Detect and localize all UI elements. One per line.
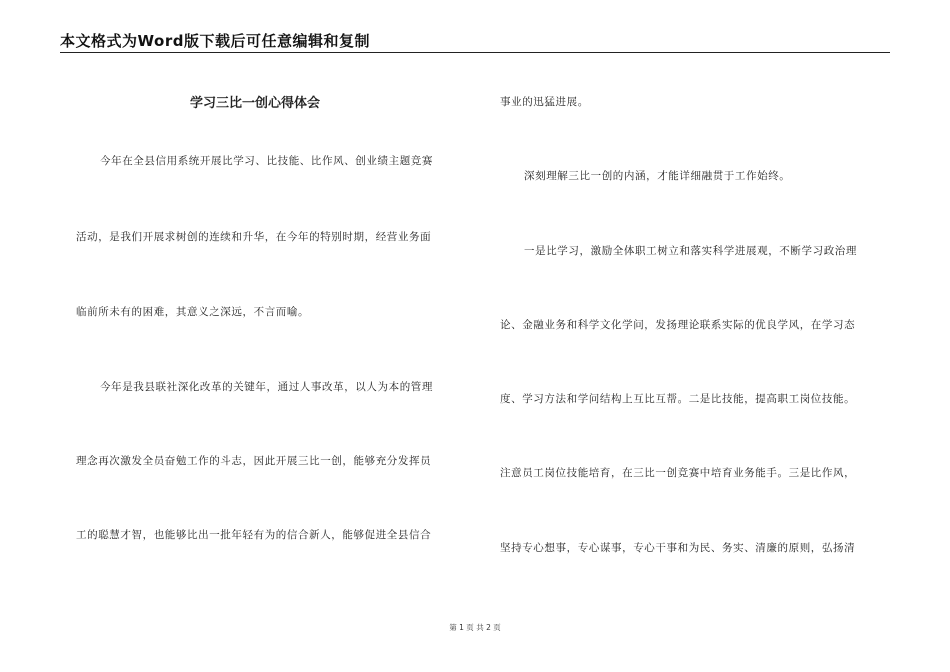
right-paragraph-line: 论、金融业务和科学文化学问，发扬理论联系实际的优良学风，在学习态 — [500, 319, 856, 331]
right-paragraph-line: 注意员工岗位技能培育，在三比一创竞赛中培育业务能手。三是比作风， — [500, 467, 856, 479]
right-paragraph-line: 度、学习方法和学问结构上互比互帮。二是比技能，提高职工岗位技能。 — [500, 393, 856, 405]
document-title: 学习三比一创心得体会 — [190, 96, 321, 111]
left-paragraph-line: 今年是我县联社深化改革的关键年，通过人事改革，以人为本的管理 — [100, 381, 433, 393]
right-paragraph-line: 深刻理解三比一创的内涵，才能详细融贯于工作始终。 — [524, 170, 791, 182]
left-paragraph-line: 理念再次激发全员奋勉工作的斗志，因此开展三比一创，能够充分发挥员 — [76, 455, 432, 467]
right-paragraph-line: 坚持专心想事，专心谋事，专心干事和为民、务实、清廉的原则，弘扬清 — [500, 542, 856, 554]
header-divider — [60, 52, 890, 53]
left-paragraph-line: 今年在全县信用系统开展比学习、比技能、比作风、创业绩主题竞赛 — [100, 155, 433, 167]
right-paragraph-line: 一是比学习，激励全体职工树立和落实科学进展观，不断学习政治理 — [524, 245, 857, 257]
left-paragraph-line: 活动，是我们开展求树创的连续和升华，在今年的特别时期，经营业务面 — [76, 231, 432, 243]
right-paragraph-line: 事业的迅猛进展。 — [500, 96, 589, 108]
left-paragraph-line: 工的聪慧才智，也能够比出一批年轻有为的信合新人，能够促进全县信合 — [76, 529, 432, 541]
page-number: 第 1 页 共 2 页 — [449, 623, 501, 632]
left-paragraph-line: 临前所未有的困难，其意义之深远，不言而喻。 — [76, 306, 310, 318]
document-banner: 本文格式为Word版下载后可任意编辑和复制 — [60, 32, 370, 50]
